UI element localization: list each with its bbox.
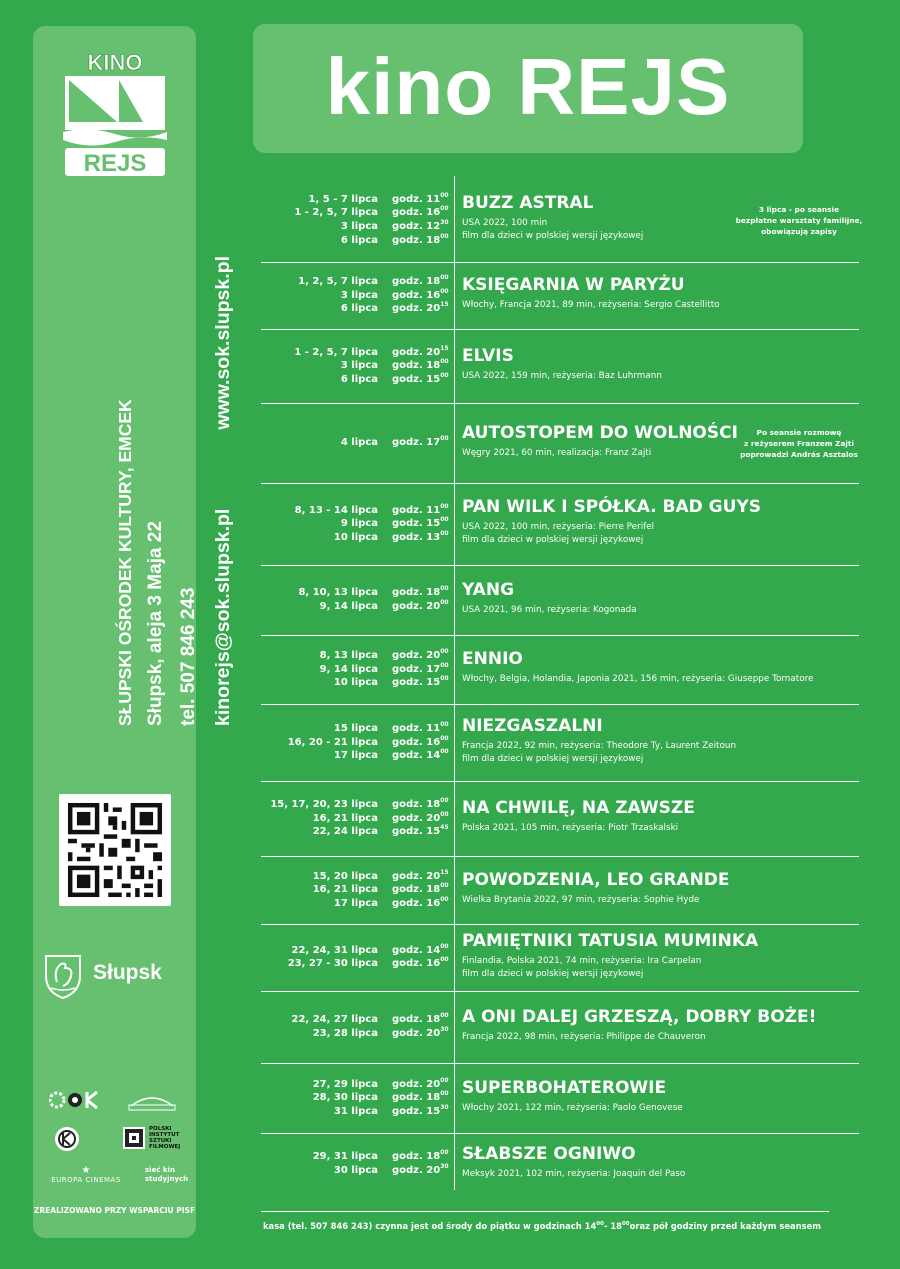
screening-dates bbox=[262, 798, 378, 839]
screening-dates bbox=[262, 649, 378, 690]
screening-date: 1, 5 - 7 lipca bbox=[308, 193, 378, 205]
qr-code-icon bbox=[59, 794, 171, 906]
screening-date: 15, 20 lipca bbox=[312, 870, 378, 882]
kino-logo-icon bbox=[51, 1124, 87, 1154]
screening-dates bbox=[262, 193, 378, 247]
screening-times bbox=[392, 944, 452, 971]
row-divider bbox=[261, 565, 859, 566]
screening-date: 8, 13 lipca bbox=[319, 650, 378, 662]
screening-dates bbox=[262, 275, 378, 316]
screening-time: godz. $13^{00}$ bbox=[392, 529, 449, 543]
screening-time: godz. $18^{00}$ bbox=[392, 274, 449, 288]
screening-date: 16, 20 - 21 lipca bbox=[287, 736, 378, 748]
screening-date: 15 lipca bbox=[333, 723, 378, 735]
screening-dates bbox=[262, 436, 378, 450]
footer-divider bbox=[261, 1211, 829, 1212]
film-info-line: film dla dzieci w polskiej wersji językowej bbox=[462, 753, 644, 764]
screening-time: godz. $11^{00}$ bbox=[392, 721, 449, 735]
film-info-line: film dla dzieci w polskiej wersji językowej bbox=[462, 968, 644, 979]
row-divider bbox=[261, 262, 859, 263]
screening-times bbox=[392, 504, 452, 545]
screening-time: godz. $20^{00}$ bbox=[392, 810, 449, 824]
film-title: POWODZENIA, LEO GRANDE bbox=[462, 869, 730, 890]
row-divider bbox=[261, 781, 859, 782]
screening-date: 17 lipca bbox=[333, 750, 378, 762]
row-divider bbox=[261, 635, 859, 636]
film-title: PAN WILK I SPÓŁKA. BAD GUYS bbox=[462, 497, 761, 517]
festival-logo-icon bbox=[127, 1090, 177, 1112]
screening-date: 8, 13 - 14 lipca bbox=[294, 504, 378, 516]
row-divider bbox=[261, 924, 859, 925]
pisf-logo: POLSKI INSTYTUT SZTUKI FILMOWEJ bbox=[123, 1126, 195, 1150]
row-divider bbox=[261, 1063, 859, 1064]
event-note-line: obowiązują zapisy bbox=[761, 226, 837, 236]
screening-date: 16, 21 lipca bbox=[312, 812, 378, 824]
pisf-support-note: ZREALIZOWANO PRZY WSPARCIU PISF bbox=[33, 1206, 196, 1215]
screening-dates bbox=[262, 346, 378, 387]
screening-time: godz. $20^{15}$ bbox=[392, 301, 449, 315]
screening-date: 10 lipca bbox=[333, 677, 378, 689]
screening-date: 27, 29 lipca bbox=[312, 1078, 378, 1090]
email-link[interactable]: kinorejs@sok.slupsk.pl bbox=[212, 508, 234, 726]
screening-time: godz. $20^{30}$ bbox=[392, 1162, 449, 1176]
sidebar bbox=[33, 26, 234, 1238]
film-info-line: Francja 2022, 92 min, reżyseria: Theodore Ty, Laurent Zeitoun bbox=[462, 740, 737, 751]
row-divider bbox=[261, 1133, 859, 1134]
screening-time: godz. $14^{00}$ bbox=[392, 748, 449, 762]
screening-time: godz. $18^{00}$ bbox=[392, 232, 449, 246]
film-title: SUPERBOHATEROWIE bbox=[462, 1077, 667, 1098]
screening-times bbox=[392, 193, 452, 247]
phone: tel. 507 846 243 bbox=[178, 587, 199, 726]
svg-text:KINO: KINO bbox=[87, 50, 143, 75]
screening-dates bbox=[262, 1013, 378, 1040]
screening-times bbox=[392, 436, 452, 450]
screening-date: 9 lipca bbox=[340, 518, 378, 530]
event-note bbox=[725, 427, 873, 460]
screening-time: godz. $15^{45}$ bbox=[392, 824, 449, 838]
screening-date: 30 lipca bbox=[333, 1164, 378, 1176]
film-info-line: film dla dzieci w polskiej wersji językowej bbox=[462, 231, 644, 241]
screening-time: godz. $16^{00}$ bbox=[392, 956, 449, 970]
screening-time: godz. $18^{00}$ bbox=[392, 797, 449, 811]
siec-kin-logo: sieć kin studyjnych bbox=[145, 1166, 189, 1183]
screening-times bbox=[392, 1013, 452, 1040]
screening-date: 23, 27 - 30 lipca bbox=[287, 958, 378, 970]
film-info bbox=[462, 822, 678, 835]
screening-time: godz. $18^{00}$ bbox=[392, 1012, 449, 1026]
screening-time: godz. $16^{00}$ bbox=[392, 895, 449, 909]
europa-cinemas-logo: ★ EUROPA CINEMAS bbox=[43, 1166, 129, 1184]
screening-time: godz. $11^{00}$ bbox=[392, 502, 449, 516]
film-info bbox=[462, 447, 651, 460]
kino-rejs-logo bbox=[63, 50, 167, 180]
screening-time: godz. $18^{00}$ bbox=[392, 882, 449, 896]
screening-times bbox=[392, 275, 452, 316]
screening-dates bbox=[262, 1078, 378, 1119]
film-info bbox=[462, 740, 736, 766]
screening-dates bbox=[262, 586, 378, 613]
screening-date: 6 lipca bbox=[340, 373, 378, 385]
screening-date: 3 lipca bbox=[340, 360, 378, 372]
screening-date: 1 - 2, 5, 7 lipca bbox=[294, 207, 378, 219]
film-info-line: Finlandia, Polska 2021, 74 min, reżyseria: Ira Carpelan bbox=[462, 955, 702, 966]
row-divider bbox=[261, 991, 859, 992]
film-info-line: Wielka Brytania 2022, 97 min, reżyseria: Sophie Hyde bbox=[462, 894, 700, 905]
screening-date: 22, 24, 31 lipca bbox=[291, 944, 378, 956]
pisf-icon bbox=[123, 1127, 145, 1149]
screening-time: godz. $15^{00}$ bbox=[392, 516, 449, 530]
film-info-line: Francja 2022, 98 min, reżyseria: Philippe de Chauveron bbox=[462, 1031, 706, 1042]
film-title: AUTOSTOPEM DO WOLNOŚCI bbox=[462, 422, 738, 443]
screening-date: 16, 21 lipca bbox=[312, 884, 378, 896]
film-info-line: Meksyk 2021, 102 min, reżyseria: Joaquin del Paso bbox=[462, 1168, 686, 1179]
screening-time: godz. $11^{00}$ bbox=[392, 191, 449, 205]
screening-time: godz. $15^{30}$ bbox=[392, 1103, 449, 1117]
screening-time: godz. $15^{00}$ bbox=[392, 371, 449, 385]
row-divider bbox=[261, 329, 859, 330]
film-info bbox=[462, 370, 662, 383]
screening-date: 22, 24, 27 lipca bbox=[291, 1014, 378, 1026]
screening-time: godz. $16^{00}$ bbox=[392, 287, 449, 301]
film-info bbox=[462, 1031, 706, 1044]
row-divider bbox=[261, 483, 859, 484]
screening-date: 22, 24 lipca bbox=[312, 826, 378, 838]
film-info-line: Włochy, Belgia, Holandia, Japonia 2021, 156 min, reżyseria: Giuseppe Tornatore bbox=[462, 674, 814, 684]
screening-date: 8, 10, 13 lipca bbox=[298, 587, 378, 599]
screening-date: 3 lipca bbox=[340, 220, 378, 232]
slupsk-logo-text: Słupsk bbox=[93, 961, 162, 984]
film-info-line: Włochy 2021, 122 min, reżyseria: Paolo Genovese bbox=[462, 1102, 683, 1113]
screening-times bbox=[392, 1150, 452, 1177]
film-title: PAMIĘTNIKI TATUSIA MUMINKA bbox=[462, 930, 759, 951]
screening-time: godz. $20^{30}$ bbox=[392, 1025, 449, 1039]
film-info-line: USA 2022, 100 min bbox=[462, 218, 548, 228]
film-title: BUZZ ASTRAL bbox=[462, 193, 594, 213]
screening-times bbox=[392, 798, 452, 839]
event-note-line: z reżyserem Franzem Zajti bbox=[744, 438, 854, 448]
film-info bbox=[462, 1102, 683, 1115]
screening-times bbox=[392, 346, 452, 387]
screening-times bbox=[392, 1078, 452, 1119]
sok-logo-icon bbox=[49, 1088, 101, 1112]
film-info-line: USA 2021, 96 min, reżyseria: Kogonada bbox=[462, 604, 637, 615]
contact-block bbox=[115, 256, 235, 726]
screening-time: godz. $14^{00}$ bbox=[392, 942, 449, 956]
screening-time: godz. $20^{15}$ bbox=[392, 344, 449, 358]
screening-date: 3 lipca bbox=[340, 289, 378, 301]
film-title: SŁABSZE OGNIWO bbox=[462, 1143, 636, 1164]
screening-time: godz. $18^{00}$ bbox=[392, 1149, 449, 1163]
screening-time: godz. $18^{00}$ bbox=[392, 585, 449, 599]
event-note-line: poprowadzi András Asztalos bbox=[740, 449, 858, 459]
film-title: NA CHWILĘ, NA ZAWSZE bbox=[462, 798, 695, 818]
screening-date: 31 lipca bbox=[333, 1105, 378, 1117]
row-divider bbox=[261, 403, 859, 404]
address: Słupsk, aleja 3 Maja 22 bbox=[145, 521, 166, 726]
row-divider bbox=[261, 856, 859, 857]
film-info bbox=[462, 521, 654, 547]
screening-date: 6 lipca bbox=[340, 234, 378, 246]
screening-date: 1 - 2, 5, 7 lipca bbox=[294, 346, 378, 358]
film-info bbox=[462, 604, 637, 617]
qr-code[interactable] bbox=[59, 794, 171, 906]
box-office-note: kasa (tel. 507 846 243) czynna jest od środy do piątku w godzinach $14^{00}-$ $18^{00}oraz$ pół godziny przed każdym seansem bbox=[262, 1221, 822, 1231]
film-info bbox=[462, 217, 643, 243]
film-info bbox=[462, 673, 813, 686]
row-divider bbox=[261, 704, 859, 705]
slupsk-crest-icon bbox=[43, 954, 83, 1000]
screening-dates bbox=[262, 1150, 378, 1177]
film-info-line: USA 2022, 159 min, reżyseria: Baz Luhrmann bbox=[462, 370, 662, 381]
website-link[interactable]: www.sok.slupsk.pl bbox=[212, 256, 234, 430]
film-title: ENNIO bbox=[462, 649, 523, 669]
screening-dates bbox=[262, 944, 378, 971]
screening-time: godz. $20^{00}$ bbox=[392, 1076, 449, 1090]
event-note-line: 3 lipca - po seansie bbox=[758, 204, 840, 214]
screening-time: godz. $20^{00}$ bbox=[392, 598, 449, 612]
star-icon: ★ bbox=[81, 1165, 91, 1176]
screening-date: 17 lipca bbox=[333, 897, 378, 909]
screening-time: godz. $17^{00}$ bbox=[392, 661, 449, 675]
screening-time: godz. $12^{30}$ bbox=[392, 218, 449, 232]
screening-times bbox=[392, 649, 452, 690]
screening-date: 29, 31 lipca bbox=[312, 1151, 378, 1163]
screening-times bbox=[392, 870, 452, 911]
screening-time: godz. $17^{00}$ bbox=[392, 435, 449, 449]
film-title: YANG bbox=[462, 579, 515, 600]
org-name: SŁUPSKI OŚRODEK KULTURY, EMCEK bbox=[115, 399, 135, 726]
screening-date: 4 lipca bbox=[340, 437, 378, 449]
film-info-line: Włochy, Francja 2021, 89 min, reżyseria: Sergio Castellitto bbox=[462, 300, 720, 310]
film-info-line: film dla dzieci w polskiej wersji językowej bbox=[462, 535, 644, 545]
title-banner bbox=[253, 24, 803, 153]
film-title: ELVIS bbox=[462, 345, 514, 366]
film-title: A ONI DALEJ GRZESZĄ, DOBRY BOŻE! bbox=[462, 1006, 817, 1027]
screening-time: godz. $18^{00}$ bbox=[392, 358, 449, 372]
page-title: kino REJS bbox=[325, 42, 731, 131]
screening-date: 10 lipca bbox=[333, 531, 378, 543]
event-note-line: bezpłatne warsztaty familijne, bbox=[735, 215, 863, 225]
screening-date: 15, 17, 20, 23 lipca bbox=[270, 799, 378, 811]
screening-date: 6 lipca bbox=[340, 303, 378, 315]
screening-time: godz. $18^{00}$ bbox=[392, 1090, 449, 1104]
screening-date: 9, 14 lipca bbox=[319, 663, 378, 675]
screening-time: godz. $15^{00}$ bbox=[392, 675, 449, 689]
screening-times bbox=[392, 722, 452, 763]
screening-date: 23, 28 lipca bbox=[312, 1027, 378, 1039]
film-info-line: Polska 2021, 105 min, reżyseria: Piotr Trzaskalski bbox=[462, 823, 679, 833]
film-info-line: Węgry 2021, 60 min, realizacja: Franz Zajti bbox=[462, 447, 652, 458]
film-info-line: USA 2022, 100 min, reżyseria: Pierre Perifel bbox=[462, 522, 655, 532]
event-note-line: Po seansie rozmowę bbox=[756, 427, 842, 437]
screening-time: godz. $20^{00}$ bbox=[392, 648, 449, 662]
film-info bbox=[462, 1168, 685, 1181]
screening-time: godz. $16^{00}$ bbox=[392, 734, 449, 748]
screening-times bbox=[392, 586, 452, 613]
screening-date: 28, 30 lipca bbox=[312, 1092, 378, 1104]
screening-dates bbox=[262, 504, 378, 545]
film-info bbox=[462, 894, 699, 907]
film-info bbox=[462, 299, 720, 312]
film-title: KSIĘGARNIA W PARYŻU bbox=[462, 275, 685, 295]
event-note bbox=[725, 204, 873, 237]
svg-text:REJS: REJS bbox=[83, 150, 147, 177]
screening-time: godz. $16^{00}$ bbox=[392, 205, 449, 219]
screening-time: godz. $20^{15}$ bbox=[392, 868, 449, 882]
screening-dates bbox=[262, 870, 378, 911]
screening-date: 9, 14 lipca bbox=[319, 600, 378, 612]
film-title: NIEZGASZALNI bbox=[462, 715, 603, 736]
screening-dates bbox=[262, 722, 378, 763]
film-info bbox=[462, 955, 701, 981]
screening-date: 1, 2, 5, 7 lipca bbox=[298, 276, 378, 288]
